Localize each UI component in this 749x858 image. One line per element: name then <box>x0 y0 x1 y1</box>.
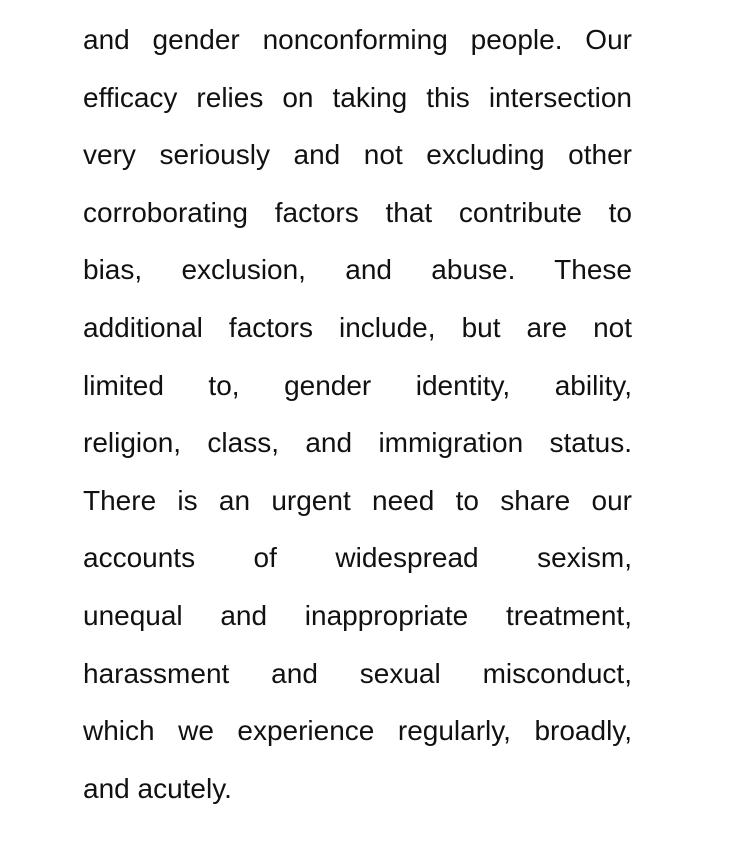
text-line: limited to, gender identity, ability, <box>83 369 632 401</box>
text-line: additional factors include, but are not <box>83 311 632 343</box>
text-line: accounts of widespread sexism, <box>83 542 632 574</box>
text-line: and gender nonconforming people. Our <box>83 24 632 55</box>
text-line: bias, exclusion, and abuse. These <box>83 254 632 286</box>
text-line: very seriously and not excluding other <box>83 139 632 171</box>
text-line: which we experience regularly, broadly, <box>83 715 632 747</box>
text-line: efficacy relies on taking this intersection <box>83 81 632 113</box>
text-line: unequal and inappropriate treatment, <box>83 599 632 631</box>
paragraph-text <box>83 11 632 817</box>
text-line: corroborating factors that contribute to <box>83 196 632 228</box>
text-line: harassment and sexual misconduct, <box>83 657 632 689</box>
text-line: There is an urgent need to share our <box>83 484 632 516</box>
text-line: religion, class, and immigration status. <box>83 427 632 459</box>
text-line-last: and acutely. <box>83 772 232 804</box>
